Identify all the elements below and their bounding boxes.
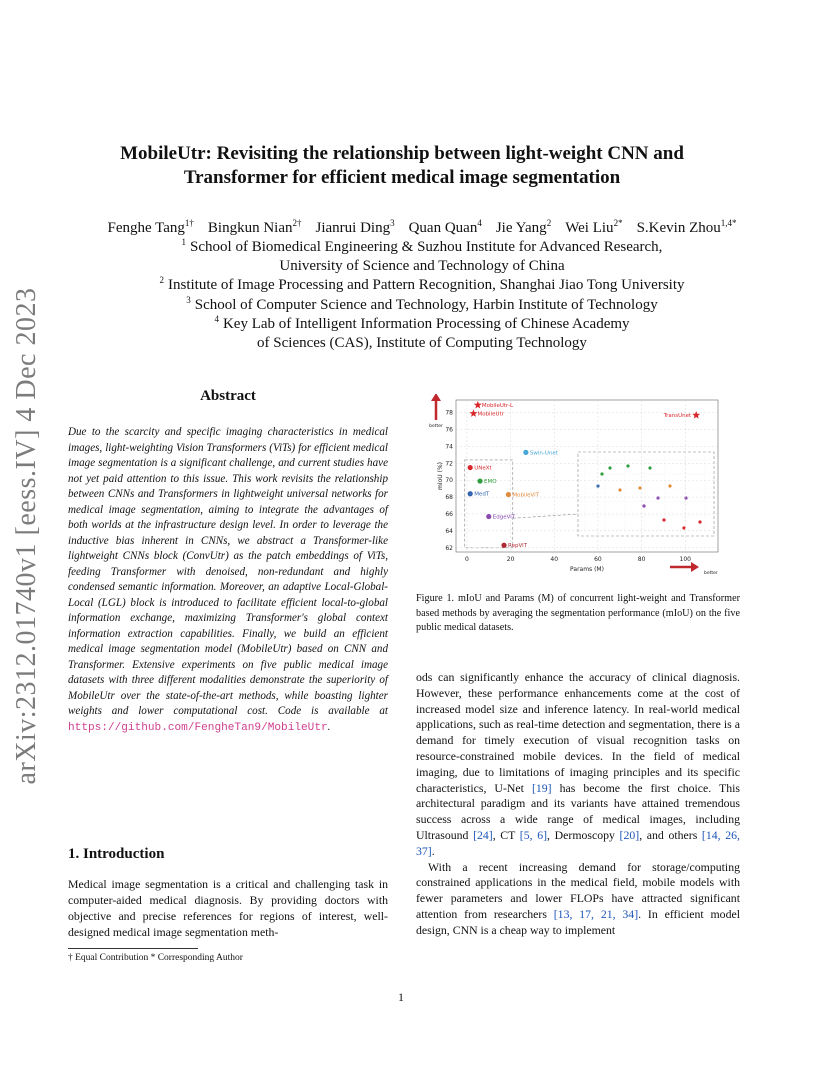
- abstract-end: .: [327, 720, 331, 733]
- affiliation-text: Institute of Image Processing and Pattern Recognition, Shanghai Jiao Tong University: [167, 277, 685, 294]
- arxiv-stamp: arXiv:2312.01740v1 [eess.IV] 4 Dec 2023: [11, 287, 42, 785]
- data-point-label: MobileUtr-L: [481, 403, 514, 410]
- affiliation-mark: 4: [214, 313, 219, 324]
- author-4: [409, 220, 482, 236]
- y-tick-label: 74: [445, 443, 453, 451]
- inset-point: [642, 504, 645, 507]
- affiliation-line-2: [60, 257, 784, 276]
- author-affiliation-mark: 1†: [184, 218, 194, 228]
- author-affiliation-mark: 2*: [613, 218, 623, 228]
- text-span: With a recent increasing demand for storage/computing constrained applications in the medical field, mobile models with fewer parameters and lower FLOPs have attracted significant attention from researchers: [416, 859, 740, 921]
- inset-point: [600, 472, 603, 475]
- citation-link[interactable]: [14, 26, 37]: [416, 827, 740, 858]
- inset-point: [684, 496, 687, 499]
- affiliation-line-6: [60, 334, 784, 353]
- inset-point: [608, 466, 611, 469]
- inset-point: [662, 518, 665, 521]
- x-tick-label: 60: [594, 556, 602, 563]
- page-number: 1: [398, 990, 404, 1004]
- text-span: ods can significantly enhance the accuracy of clinical diagnosis. However, these performance enhancements come at the cost of increased model size and inference latency. In real-world medical applications, such as real-time detection and segmentation, there is a demand for timely execution of visual recognition tasks on resource-constrained mobile devices. In the field of medical imaging, due to limitations of imaging principles and its specific characteristics, U-Net: [416, 670, 740, 795]
- text-span: , and others: [639, 827, 702, 842]
- better-arrow-up-head: [431, 394, 441, 401]
- data-point: [501, 543, 506, 548]
- y-tick-label: 76: [445, 426, 453, 434]
- code-link[interactable]: https://github.com/FengheTan9/MobileUtr: [68, 721, 328, 734]
- citation-link[interactable]: [19]: [531, 780, 552, 795]
- text-span: has become the first choice. This architectural paradigm and its variants have attained tremendous success across a wide range of medical images, including Ultrasound: [416, 780, 741, 842]
- author-name: Jie Yang: [495, 220, 547, 236]
- abstract-heading: Abstract: [200, 388, 256, 404]
- affiliation-line-3: [60, 276, 784, 295]
- data-point-label: TransUnet: [663, 413, 692, 420]
- x-tick-label: 40: [550, 556, 559, 563]
- data-point-label: MobileUtr: [477, 411, 504, 418]
- inset-point: [656, 496, 659, 499]
- abstract-body: [68, 425, 388, 736]
- author-name: Wei Liu: [565, 220, 614, 236]
- author-name: Bingkun Nian: [207, 220, 293, 236]
- author-2: [208, 220, 302, 236]
- abstract-text: Due to the scarcity and specific imaging characteristics in medical images, light-weighting Vision Transformers (ViTs) for efficient medical image segmentation is a significant challenge, and current studies have not yet paid attention to this issue. This work revisits the relationship between CNNs and Transformers in lightweight universal networks for medical image segmentation, aiming to integrate the advantages of both worlds at the infrastructure design level. In order to leverage the inductive bias inherent in CNNs, we abstract a Transformer-like lightweight CNNs block (ConvUtr) as the patch embeddings of ViTs, feeding Transformer with denoised, non-redundant and highly condensed semantic information. Moreover, an adaptive Local-Global-Local (LGL) block is introduced to facilitate efficient local-to-global information exchange, maximizing Transformer's global context information extraction capabilities. Finally, we build an efficient medical image segmentation model (MobileUtr) based on CNN and Transformer. Extensive experiments on five public medical image datasets with three different modalities demonstrate the superiority of MobileUtr over the state-of-the-art methods, while boasting lighter weights and lower computational cost. Code is available at: [68, 426, 388, 717]
- affiliation-line-5: [60, 315, 784, 334]
- inset-point: [638, 486, 641, 489]
- affiliation-line-4: [60, 296, 784, 315]
- citation-link[interactable]: [13, 17, 21, 34]: [553, 906, 639, 921]
- y-tick-label: 64: [445, 527, 453, 535]
- inset-point: [698, 520, 701, 523]
- author-name: Jianrui Ding: [315, 220, 391, 236]
- better-label-right: better: [704, 571, 718, 576]
- text-span: , Dermoscopy: [547, 827, 620, 842]
- footnote: † Equal Contribution * Corresponding Author: [68, 953, 243, 963]
- affiliation-list: [60, 238, 784, 353]
- text-span: , CT: [492, 827, 520, 842]
- title-line-1: MobileUtr: Revisiting the relationship between light-weight CNN and: [120, 143, 684, 164]
- paragraph-2: [416, 860, 740, 939]
- author-list: [60, 220, 784, 237]
- author-name: S.Kevin Zhou: [636, 220, 721, 236]
- x-tick-label: 20: [506, 556, 515, 563]
- data-point-label: MedT: [474, 491, 490, 498]
- citation-link[interactable]: [20]: [619, 827, 640, 842]
- y-tick-label: 72: [445, 460, 453, 468]
- author-name: Quan Quan: [408, 220, 478, 236]
- figure-caption: Figure 1. mIoU and Params (M) of concurrent light-weight and Transformer based methods by averaging the segmentation performance (mIoU) on the five public medical datasets.: [416, 593, 740, 633]
- citation-link[interactable]: [24]: [473, 827, 493, 842]
- affiliation-text: Key Lab of Intelligent Information Processing of Chinese Academy: [222, 315, 630, 332]
- inset-point: [648, 466, 651, 469]
- text-span: . In efficient model design, CNN is a cheap way to implement: [416, 906, 740, 937]
- data-point-label: Swin-Unet: [529, 450, 558, 457]
- affiliation-text: School of Biomedical Engineering & Suzhou Institute for Advanced Research,: [190, 239, 663, 255]
- data-point: [468, 491, 473, 496]
- y-tick-label: 62: [445, 544, 453, 552]
- affiliation-text: University of Science and Technology of China: [279, 258, 565, 275]
- paper-title: [80, 142, 724, 190]
- zoom-inset-box: [578, 452, 714, 536]
- data-point: [468, 465, 473, 470]
- author-5: [496, 220, 551, 236]
- author-7: [637, 220, 737, 236]
- better-label-up: better: [429, 424, 443, 429]
- paragraph-1: [416, 670, 740, 860]
- author-name: Fenghe Tang: [107, 220, 185, 236]
- data-point-label: RepViT: [508, 543, 528, 550]
- y-tick-label: 70: [445, 477, 453, 485]
- text-span: .: [431, 843, 435, 858]
- inset-point: [626, 464, 629, 467]
- data-point: [523, 450, 528, 455]
- y-axis-label: mIoU (%): [437, 462, 444, 490]
- data-point-label: MobileViT: [512, 492, 539, 499]
- footnote-rule: [68, 948, 198, 949]
- x-tick-label: 80: [637, 556, 646, 563]
- author-affiliation-mark: 2†: [292, 218, 302, 228]
- intro-heading: 1. Introduction: [68, 846, 165, 862]
- author-affiliation-mark: 3: [390, 218, 395, 228]
- affiliation-line-1: [60, 238, 784, 257]
- better-arrow-right-head: [691, 562, 699, 572]
- author-6: [565, 220, 622, 236]
- affiliation-mark: 1: [181, 237, 187, 247]
- figure-1-chart: [420, 394, 722, 578]
- author-affiliation-mark: 1,4*: [720, 218, 737, 228]
- y-tick-label: 66: [445, 511, 453, 518]
- affiliation-text: of Sciences (CAS), Institute of Computing Technology: [257, 335, 587, 352]
- intro-body: Medical image segmentation is a critical and challenging task in computer-aided medical diagnosis. By providing doctors with objective and precise references for regions of interest, well-designed medical image segmentation meth-: [68, 877, 388, 939]
- right-column-body: [416, 670, 740, 939]
- title-line-2: Transformer for efficient medical image segmentation: [183, 167, 621, 188]
- inset-point: [668, 484, 671, 487]
- affiliation-mark: 2: [159, 275, 164, 286]
- x-axis-label: Params (M): [570, 566, 604, 573]
- data-point: [477, 478, 482, 483]
- citation-link[interactable]: [5, 6]: [519, 827, 548, 842]
- x-tick-label: 0: [465, 556, 469, 563]
- author-affiliation-mark: 4: [477, 218, 482, 228]
- y-tick-label: 68: [445, 494, 453, 502]
- data-point-label: UNeXt: [474, 465, 492, 472]
- affiliation-text: School of Computer Science and Technology, Harbin Institute of Technology: [194, 296, 658, 313]
- data-point-label: EMO: [484, 479, 497, 486]
- y-tick-label: 78: [445, 409, 453, 417]
- inset-point: [618, 488, 621, 491]
- data-point: [506, 492, 511, 497]
- data-point: [486, 514, 491, 519]
- author-1: [108, 220, 194, 236]
- affiliation-mark: 3: [186, 294, 191, 305]
- x-tick-label: 100: [679, 556, 691, 563]
- author-3: [316, 220, 395, 236]
- data-point-label: EdgeViT: [492, 514, 516, 521]
- author-affiliation-mark: 2: [546, 218, 552, 228]
